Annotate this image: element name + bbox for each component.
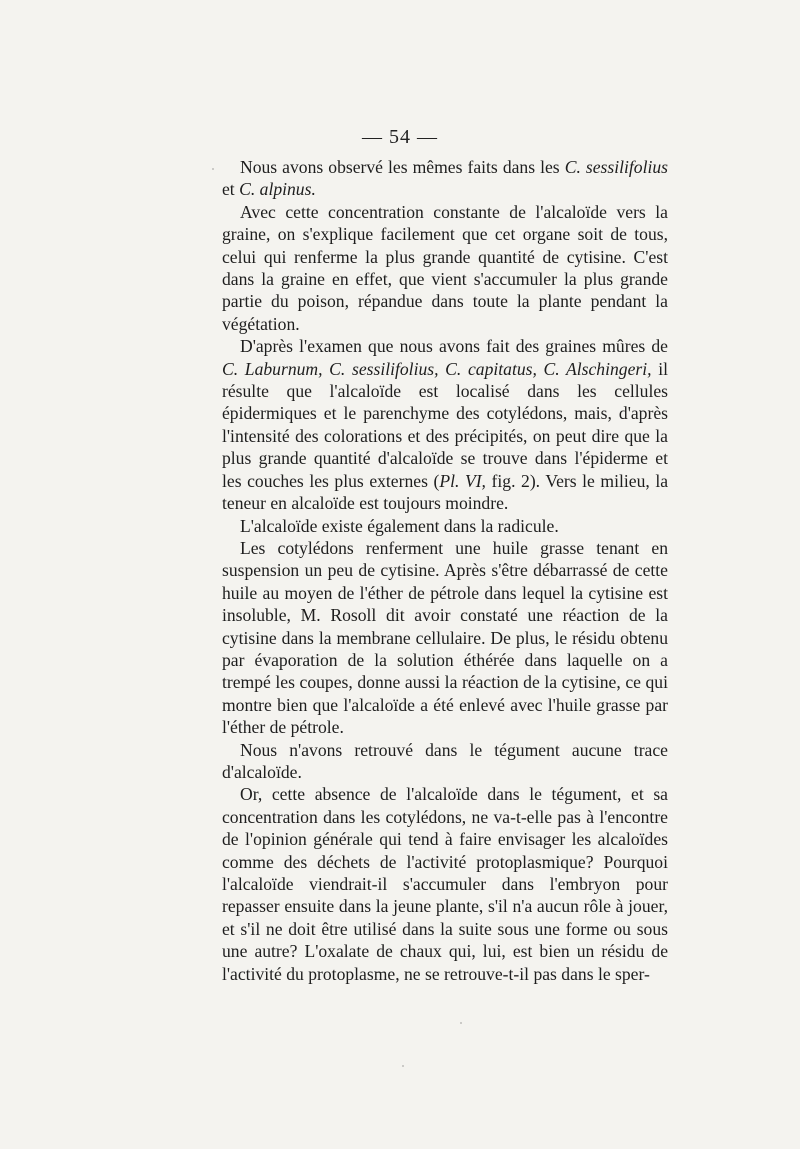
paragraph <box>222 783 668 985</box>
text-run: L'alcaloïde existe également dans la radicule. <box>240 515 559 536</box>
text-run: Nous n'avons retrouvé dans le tégument aucune trace d'alcaloïde. <box>222 739 668 782</box>
text-run: Nous avons observé les mêmes faits dans les <box>240 157 565 177</box>
italic-text: Pl. VI, <box>439 470 486 491</box>
text-run: Avec cette concentration constante de l'alcaloïde vers la graine, on s'explique facilement que cet organe soit de tous, celui qui renferme la plus grande quantité de cytisine. C'est dans la graine en effet, que vient s'accumuler la plus grande partie du poison, répandue dans toute la plante pendant la végétation. <box>222 201 668 334</box>
text-run: il résulte que l'alcaloïde est localisé dans les cellules épidermiques et le parenchyme des cotylédons, mais, d'après l'intensité des colorations et des précipités, on peut dire que la plus grande quantité d'alcaloïde se trouve dans l'épiderme et les couches les plus externes ( <box>222 358 668 491</box>
paper-speck <box>460 1022 462 1024</box>
text-run: fig. 2). Vers le milieu, la teneur en alcaloïde est toujours moindre. <box>222 470 669 514</box>
italic-text: C. Laburnum, C. sessilifolius, C. capitatus, C. Alschingeri, <box>222 358 652 379</box>
paragraph <box>222 201 668 335</box>
italic-text: C. sessilifolius <box>564 157 668 177</box>
paragraph <box>222 156 668 201</box>
paragraph <box>222 515 668 537</box>
paper-speck <box>212 168 214 170</box>
text-run: Les cotylédons renferment une huile grasse tenant en suspension un peu de cytisine. Après s'être débarrassé de cette huile au moyen de l'éther de pétrole dans lequel la cytisine est insoluble, M. Rosoll dit avoir constaté une réaction de la cytisine dans la membrane cellulaire. De plus, le résidu obtenu par évaporation de la solution éthérée dans laquelle on a trempé les coupes, donne aussi la réaction de la cytisine, ce qui montre bien que l'alcaloïde a été enlevé avec l'huile grasse par l'éther de pétrole. <box>222 537 668 738</box>
italic-text: C. alpinus. <box>239 179 316 200</box>
page-number: — 54 — <box>362 126 438 148</box>
paragraph <box>222 335 668 514</box>
paragraph <box>222 537 668 739</box>
paragraph <box>222 739 668 784</box>
text-run: et <box>222 179 240 200</box>
text-run: Or, cette absence de l'alcaloïde dans le tégument, et sa concentration dans les cotylédons, ne va-t-elle pas à l'encontre de l'opinion générale qui tend à faire envisager les alcaloïdes comme des déchets de l'activité protoplasmique? Pourquoi l'alcaloïde viendrait-il s'accumuler dans l'embryon pour repasser ensuite dans la jeune plante, s'il n'a aucun rôle à jouer, et s'il ne doit être utilisé dans la suite sous une forme ou sous une autre? L'oxalate de chaux qui, lui, est bien un résidu de l'activité du protoplasme, ne se retrouve-t-il pas dans le sper- <box>222 784 668 984</box>
paper-speck <box>402 1065 404 1067</box>
body-text <box>222 156 668 985</box>
text-run: D'après l'examen que nous avons fait des graines mûres de <box>240 336 668 357</box>
